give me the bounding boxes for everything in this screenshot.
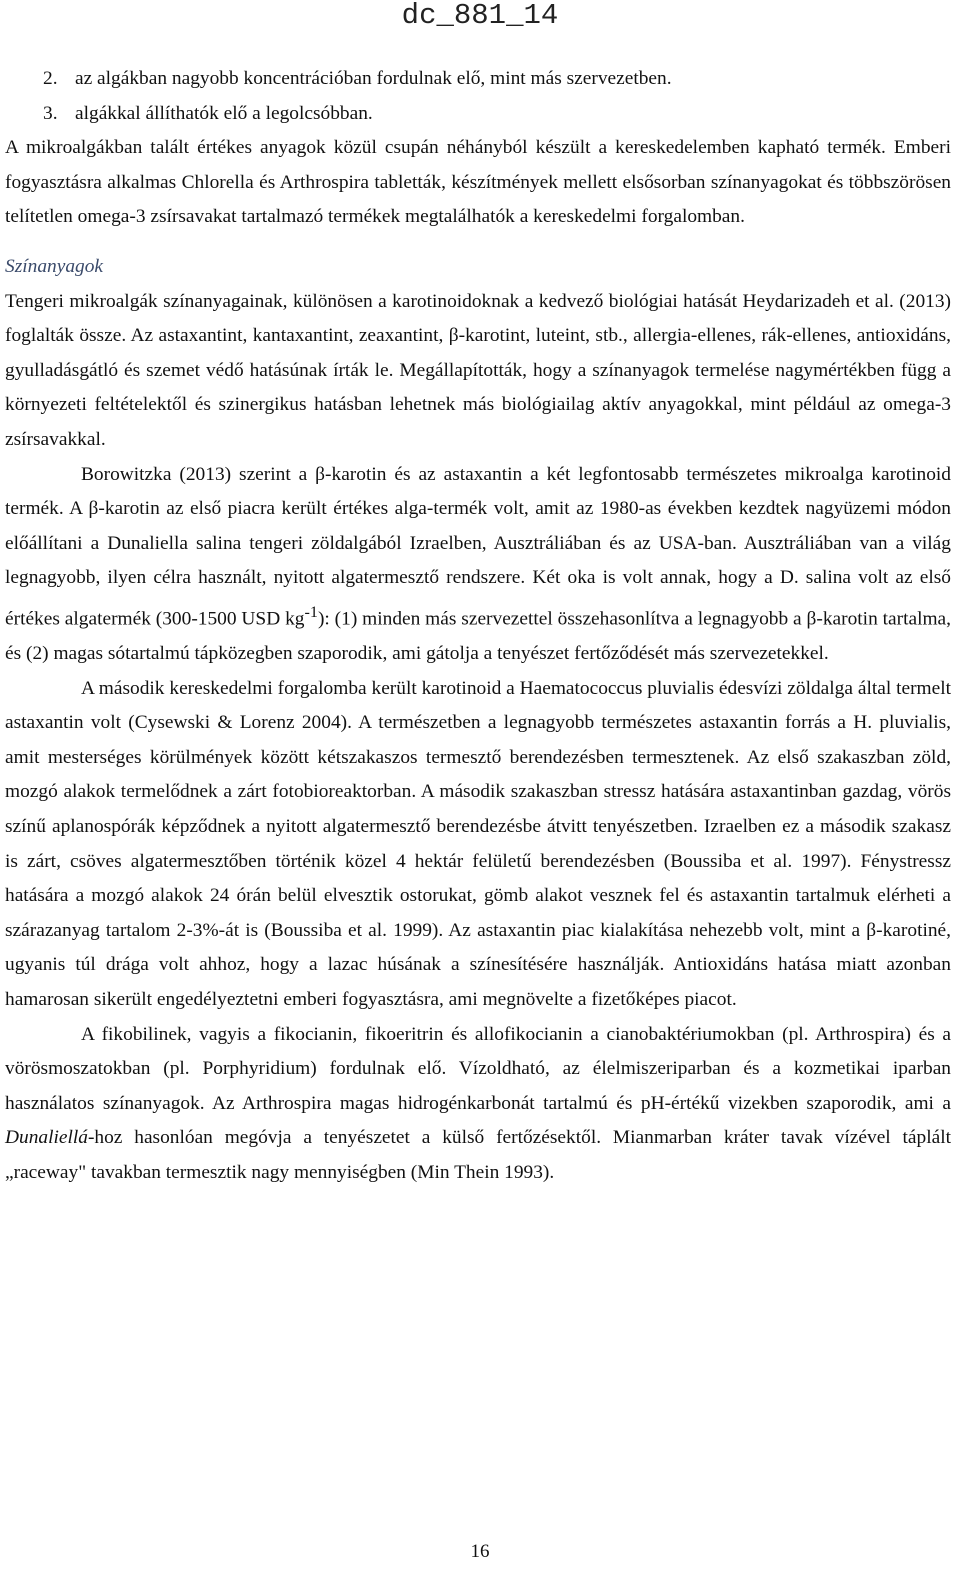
list-item bbox=[5, 62, 951, 97]
list-text: az algákban nagyobb koncentrációban fordulnak elő, mint más szervezetben. bbox=[75, 68, 672, 89]
list-text: algákkal állíthatók elő a legolcsóbban. bbox=[75, 102, 373, 124]
list-item bbox=[5, 97, 951, 132]
paragraph-text: Borowitzka (2013) szerint a β-karotin és az astaxantin a két legfontosabb természetes mikroalga karotinoid termék. A β-karotin az első piacra került értékes alga-termék volt, amit az 1980-as években kezdtek nagyüzemi módon előállítani a Dunaliella salina tengeri zöldalgából Izraelben, Ausztráliában és az USA-ban. Ausztráliában van a világ legnagyobb, ilyen célra használt, nyitott algatermesztő rendszere. Két oka is volt annak, hogy a D. salina volt az első értékes algatermék (300-1500 USD kg bbox=[5, 463, 951, 630]
superscript: -1 bbox=[304, 603, 318, 621]
intro-paragraph: A mikroalgákban talált értékes anyagok közül csupán néhányból készült a kereskedelemben kapható termék. Emberi fogyasztásra alkalmas Chlorella és Arthrospira tabletták, készítmények mellett elsősorban színanyagokat és többszörösen telítetlen omega-3 zsírsavakat tartalmazó termékek megtalálhatók a kereskedelmi forgalomban. bbox=[5, 137, 951, 228]
list-number: 3. bbox=[43, 102, 58, 124]
page-number: 16 bbox=[470, 1541, 490, 1562]
italic-term: Dunaliellá bbox=[5, 1127, 88, 1149]
section-heading: Színanyagok bbox=[5, 255, 104, 277]
list-number: 2. bbox=[43, 68, 58, 89]
pigments-paragraph: Tengeri mikroalgák színanyagainak, különösen a karotinoidoknak a kedvező biológiai hatását Heydarizadeh et al. (2013) foglalták össze. Az astaxantint, kantaxantint, zeaxantint, β-karotint, luteint, stb., allergia-ellenes, rák-ellenes, antioxidáns, gyulladásgátló és szemet védő hatásúnak írták le. Megállapították, hogy a színanyagok termelése nagymértékben függ a környezeti feltételektől és szinergikus hatásban lehetnek más biológiailag aktív anyagokkal, mint például az omega-3 zsírsavakkal. bbox=[5, 290, 951, 450]
document-id-header: dc_881_14 bbox=[401, 0, 559, 32]
page-body bbox=[5, 62, 951, 1190]
paragraph-text: ): (1) minden más szervezettel összehasonlítva a legnagyobb a β-karotin tartalma, és (2) magas sótartalmú tápközegben szaporodik, ami gátolja a tenyészet fertőződését más szervezetekkel. bbox=[5, 608, 952, 664]
phycobilin-paragraph bbox=[5, 1018, 951, 1191]
paragraph-text: A fikobilinek, vagyis a fikocianin, fikoeritrin és allofikocianin a cianobaktériumokban (pl. Arthrospira) és a vörösmoszatokban (pl. Porphyridium) fordulnak elő. Vízoldható, az élelmiszeriparban és a kozmetikai iparban használatos színanyagok. Az Arthrospira magas hidrogénkarbonát tartalmú és pH-értékű vizekben szaporodik, ami a bbox=[5, 1023, 951, 1114]
paragraph-text: -hoz hasonlóan megóvja a tenyészetet a külső fertőzésektől. Mianmarban kráter tavak vízével táplált „raceway" tavakban termesztik nagy mennyiségben (Min Thein 1993). bbox=[5, 1127, 951, 1183]
beta-carotene-paragraph bbox=[5, 458, 951, 672]
astaxanthin-paragraph: A második kereskedelmi forgalomba került karotinoid a Haematococcus pluvialis édesvízi zöldalga által termelt astaxantin volt (Cysewski & Lorenz 2004). A természetben a legnagyobb természetes astaxantin forrás a H. pluvialis, amit mesterséges körülmények között kétszakaszos termesztő berendezésben termesztenek. Az első szakaszban zöld, mozgó alakok termelődnek a zárt fotobioreaktorban. A második szakaszban stressz hatására astaxantinban gazdag, vörös színű aplanospórák képződnek a nyitott algatermesztő berendezésbe átvitt tenyészetben. Izraelben ez a második szakasz is zárt, csöves algatermesztőben történik közel 4 hektár felületű berendezésben (Boussiba et al. 1997). Fénystressz hatására a mozgó alakok 24 órán belül elvesztik ostorukat, gömb alakot vesznek fel és astaxantin tartalmuk elérheti a szárazanyag tartalom 2-3%-át is (Boussiba et al. 1999). Az astaxantin piac kialakítása nehezebb volt, mint a β-karotiné, ugyanis túl drága volt ahhoz, hogy a lazac húsának a színesítésére használják. Antioxidáns hatása miatt azonban hamarosan sikerült engedélyeztetni emberi fogyasztásra, ami megnövelte a fizetőképes piacot. bbox=[5, 677, 951, 1010]
